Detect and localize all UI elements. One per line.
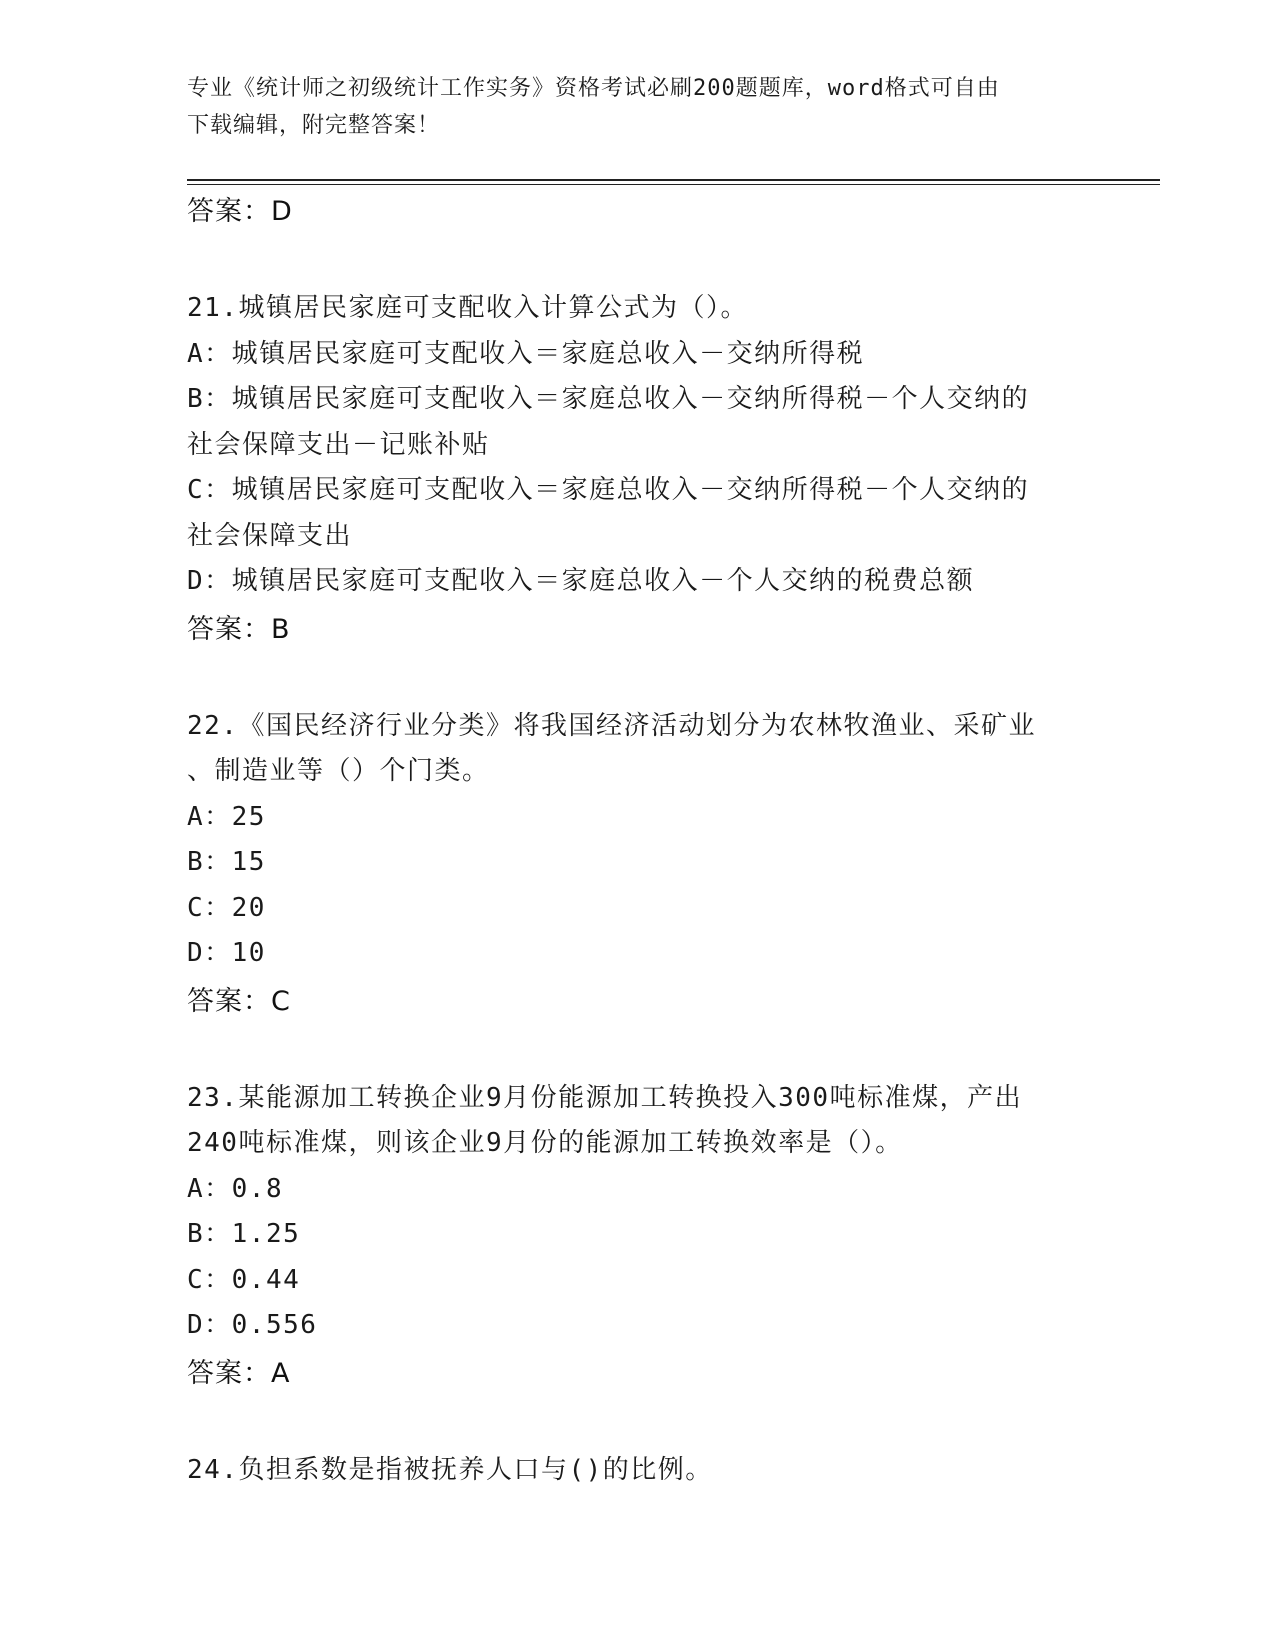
question-24 xyxy=(187,1448,1087,1494)
question-text: 24.负担系数是指被抚养人口与()的比例。 xyxy=(187,1454,713,1485)
option-d: D：10 xyxy=(187,938,266,968)
page-header xyxy=(187,70,1087,144)
option-b: B：1.25 xyxy=(187,1219,301,1249)
answer-line: 答案：B xyxy=(187,613,291,645)
option-a: A：0.8 xyxy=(187,1173,284,1204)
option-d: D：城镇居民家庭可支配收入＝家庭总收入－个人交纳的税费总额 xyxy=(187,566,975,596)
answer-line: 答案：A xyxy=(187,1357,291,1389)
answer-line: 答案：C xyxy=(187,985,291,1017)
answer-line: 答案：D xyxy=(187,196,293,227)
question-text: 21.城镇居民家庭可支配收入计算公式为（）。 xyxy=(187,293,748,323)
option-c: C：城镇居民家庭可支配收入＝家庭总收入－交纳所得税－个人交纳的 xyxy=(187,475,1030,505)
spacer xyxy=(187,1027,1087,1076)
header-line-2: 下载编辑，附完整答案！ xyxy=(187,113,441,138)
option-a: A：城镇居民家庭可支配收入＝家庭总收入－交纳所得税 xyxy=(187,338,865,369)
option-c: C：0.44 xyxy=(187,1264,301,1295)
option-b-continued: 社会保障支出－记账补贴 xyxy=(187,429,490,460)
header-line-1: 专业《统计师之初级统计工作实务》资格考试必刷200题题库，word格式可自由 xyxy=(187,76,1000,101)
question-22 xyxy=(187,704,1087,1027)
question-23 xyxy=(187,1076,1087,1399)
spacer xyxy=(187,237,1087,286)
option-a: A：25 xyxy=(187,801,266,832)
spacer xyxy=(187,1399,1087,1448)
question-list xyxy=(187,187,1087,1493)
question-21 xyxy=(187,286,1087,655)
question-text: 22.《国民经济行业分类》将我国经济活动划分为农林牧渔业、采矿业 xyxy=(187,710,1036,741)
option-b: B：15 xyxy=(187,847,266,877)
question-text: 23.某能源加工转换企业9月份能源加工转换投入300吨标准煤，产出 xyxy=(187,1082,1023,1113)
question-text-continued: 、制造业等（）个门类。 xyxy=(187,756,490,786)
option-c-continued: 社会保障支出 xyxy=(187,520,353,551)
option-d: D：0.556 xyxy=(187,1310,318,1340)
header-divider-thin xyxy=(187,184,1160,185)
question-text-continued: 240吨标准煤，则该企业9月份的能源加工转换效率是（）。 xyxy=(187,1128,903,1158)
option-b: B：城镇居民家庭可支配收入＝家庭总收入－交纳所得税－个人交纳的 xyxy=(187,384,1030,414)
header-divider-thick xyxy=(187,179,1160,181)
option-c: C：20 xyxy=(187,892,266,923)
spacer xyxy=(187,655,1087,704)
